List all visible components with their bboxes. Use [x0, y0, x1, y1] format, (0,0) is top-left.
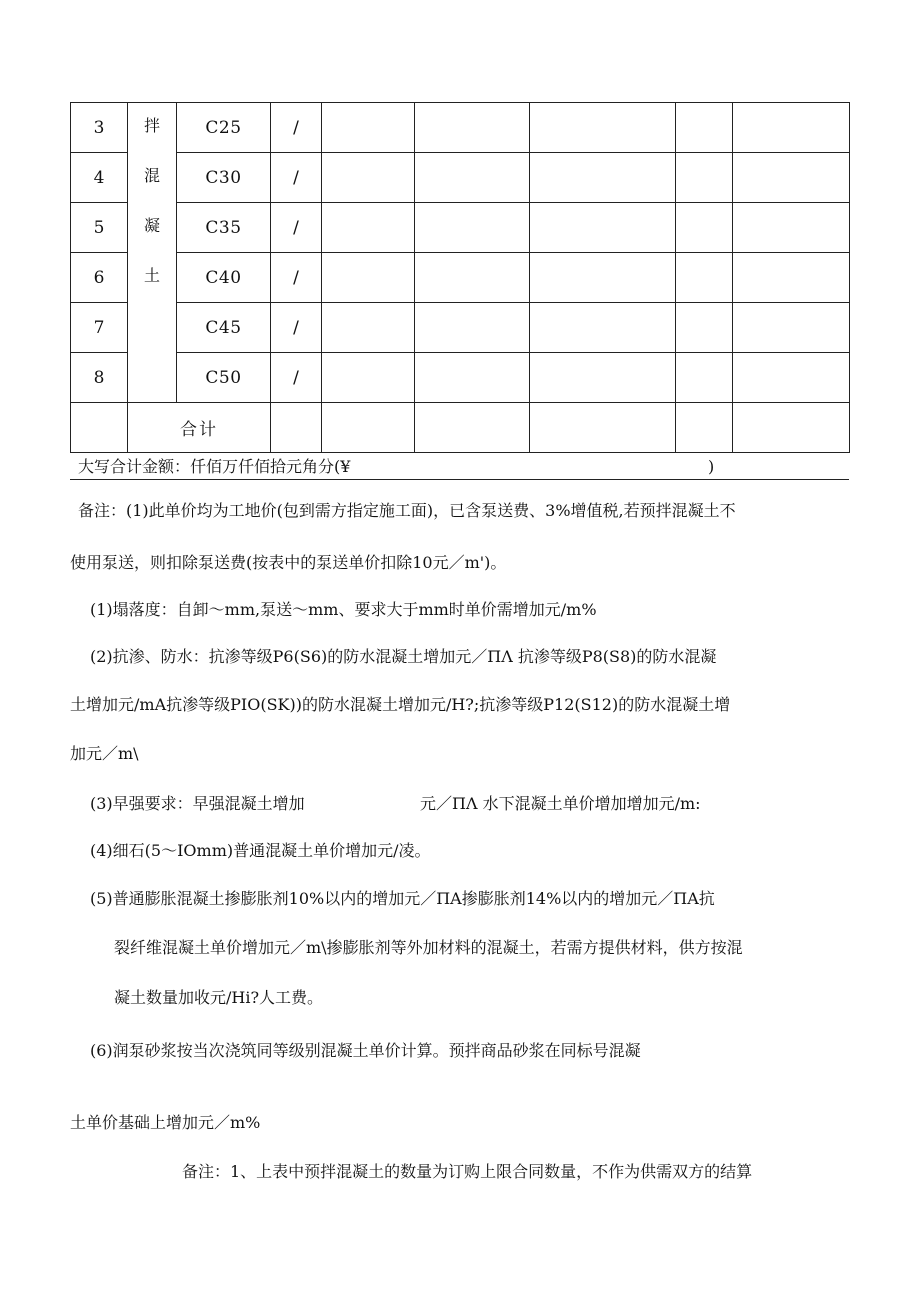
table-row [71, 103, 850, 153]
amount-underline [70, 479, 849, 480]
empty-cell [415, 203, 530, 253]
row-number: 5 [71, 203, 128, 253]
table-row [71, 303, 850, 353]
empty-cell [733, 253, 850, 303]
concrete-grade: C40 [177, 253, 271, 303]
unit-slash: / [271, 103, 322, 153]
concrete-grade: C25 [177, 103, 271, 153]
empty-cell [733, 103, 850, 153]
amount-in-words-line [78, 456, 848, 478]
empty-cell [530, 303, 676, 353]
table-row [71, 203, 850, 253]
empty-cell [415, 403, 530, 453]
unit-slash: / [271, 353, 322, 403]
total-row [71, 403, 850, 453]
price-table [70, 102, 850, 453]
unit-slash: / [271, 153, 322, 203]
empty-cell [322, 403, 415, 453]
category-char: 混 [143, 166, 160, 185]
category-char: 凝 [143, 216, 160, 235]
empty-cell [530, 103, 676, 153]
note-item-5-line-3: 凝土数量加收元/Hi?人工费。 [114, 988, 324, 1007]
empty-cell [530, 203, 676, 253]
empty-cell [676, 253, 733, 303]
empty-cell [322, 103, 415, 153]
empty-cell [415, 303, 530, 353]
note-item-6-line-1: (6)润泵砂浆按当次浇筑同等级别混凝土单价计算。预拌商品砂浆在同标号混凝 [90, 1041, 641, 1060]
note-item-5-line-2: 裂纤维混凝土单价增加元／m\掺膨胀剂等外加材料的混凝土，若需方提供材料，供方按混 [114, 938, 743, 957]
concrete-grade: C50 [177, 353, 271, 403]
row-number: 7 [71, 303, 128, 353]
category-char: 土 [143, 266, 160, 285]
empty-cell [676, 303, 733, 353]
note-item-1: (1)塌落度：自卸～mm,泵送～mm、要求大于mm时单价需增加元/m% [90, 600, 597, 619]
empty-cell [71, 403, 128, 453]
empty-cell [530, 353, 676, 403]
note-item-2-line-3: 加元／m\ [70, 744, 139, 763]
empty-cell [415, 103, 530, 153]
empty-cell [733, 303, 850, 353]
empty-cell [415, 253, 530, 303]
unit-slash: / [271, 203, 322, 253]
unit-slash: / [271, 303, 322, 353]
note-paragraph-1-line-2: 使用泵送，则扣除泵送费(按表中的泵送单价扣除10元／m')。 [70, 553, 507, 572]
empty-cell [733, 403, 850, 453]
empty-cell [415, 353, 530, 403]
table-row [71, 253, 850, 303]
note-item-5-line-1: (5)普通膨胀混凝土掺膨胀剂10%以内的增加元／ΠA掺膨胀剂14%以内的增加元／ΠA抗 [90, 889, 715, 908]
note-item-3-part-2: 元／ΠΛ 水下混凝土单价增加增加元/m: [420, 794, 701, 813]
remark-2: 备注：1、上表中预拌混凝土的数量为订购上限合同数量，不作为供需双方的结算 [182, 1162, 753, 1181]
concrete-grade: C35 [177, 203, 271, 253]
empty-cell [676, 353, 733, 403]
empty-cell [676, 103, 733, 153]
row-number: 8 [71, 353, 128, 403]
empty-cell [733, 153, 850, 203]
empty-cell [322, 203, 415, 253]
amount-in-words-label: 大写合计金额：仟佰万仟佰拾元角分(¥ [78, 457, 351, 476]
note-item-3-part-1: (3)早强要求：早强混凝土增加 [90, 794, 305, 813]
table-row [71, 353, 850, 403]
empty-cell [733, 203, 850, 253]
unit-slash: / [271, 253, 322, 303]
empty-cell [676, 153, 733, 203]
concrete-grade: C45 [177, 303, 271, 353]
row-number: 3 [71, 103, 128, 153]
note-item-2-line-2: 土增加元/mA抗渗等级PIO(SK))的防水混凝土增加元/H?;抗渗等级P12(S12)的防水混凝土增 [70, 695, 731, 714]
empty-cell [322, 353, 415, 403]
empty-cell [733, 353, 850, 403]
category-char: 拌 [143, 116, 160, 135]
empty-cell [322, 303, 415, 353]
note-item-4: (4)细石(5～IOmm)普通混凝土单价增加元/凌。 [90, 841, 431, 860]
table-row [71, 153, 850, 203]
empty-cell [530, 253, 676, 303]
empty-cell [322, 153, 415, 203]
note-paragraph-1-line-1: 备注：(1)此单价均为工地价(包到需方指定施工面)，已含泵送费、3%增值税,若预拌混凝土不 [78, 501, 736, 520]
row-number: 6 [71, 253, 128, 303]
amount-close-paren: ) [708, 457, 715, 476]
empty-cell [530, 153, 676, 203]
empty-cell [676, 403, 733, 453]
empty-cell [271, 403, 322, 453]
concrete-grade: C30 [177, 153, 271, 203]
note-item-6-line-2: 土单价基础上增加元／m% [70, 1113, 261, 1132]
total-label: 合计 [128, 403, 271, 453]
category-cell [128, 103, 177, 403]
row-number: 4 [71, 153, 128, 203]
empty-cell [530, 403, 676, 453]
empty-cell [415, 153, 530, 203]
empty-cell [322, 253, 415, 303]
note-item-2-line-1: (2)抗渗、防水：抗渗等级P6(S6)的防水混凝土增加元／ΠΛ 抗渗等级P8(S8)的防水混凝 [90, 647, 717, 666]
empty-cell [676, 203, 733, 253]
